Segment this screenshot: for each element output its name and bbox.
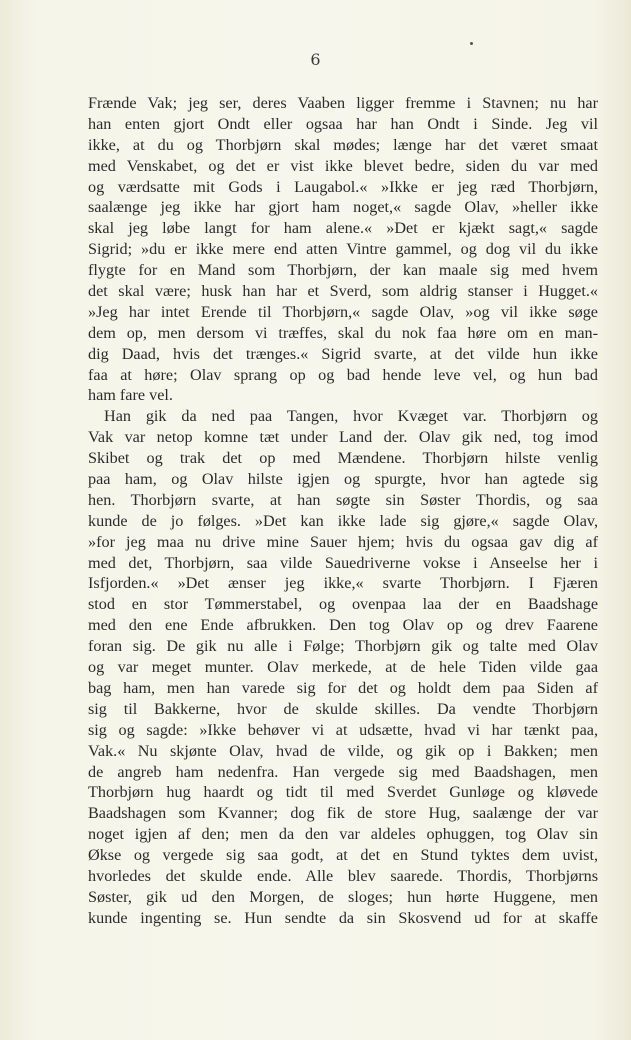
text-line: med det, Thorbjørn, saa vilde Sauedriverne vokse i Anseelse her i bbox=[88, 553, 598, 572]
text-line: Thorbjørn hug haardt og tidt til med Sverdet Gunløge og kløvede bbox=[88, 783, 598, 802]
text-line: kunde ingenting se. Hun sendte da sin Skosvend ud for at skaffe bbox=[88, 908, 598, 927]
body-text bbox=[88, 93, 598, 929]
text-line-paragraph-start: Han gik da ned paa Tangen, hvor Kvæget var. Thorbjørn og bbox=[104, 407, 598, 426]
text-line: hen. Thorbjørn svarte, at han søgte sin Søster Thordis, og saa bbox=[88, 490, 598, 509]
text-line: med Venskabet, og det er vist ikke blevet bedre, siden du var med bbox=[88, 156, 598, 175]
text-line: han enten gjort Ondt eller ogsaa har han Ondt i Sinde. Jeg vil bbox=[88, 114, 598, 133]
text-line: noget igjen af den; men da den var aldeles ophuggen, tog Olav sin bbox=[88, 825, 598, 844]
text-line: Frænde Vak; jeg ser, deres Vaaben ligger fremme i Stavnen; nu har bbox=[88, 94, 598, 112]
text-line: og var meget munter. Olav merkede, at de hele Tiden vilde gaa bbox=[88, 658, 598, 677]
text-line: Søster, gik ud den Morgen, de sloges; hun hørte Huggene, men bbox=[88, 887, 598, 906]
text-line: skal jeg løbe langt for ham alene.« »Det er kjækt sagt,« sagde bbox=[88, 219, 598, 238]
text-line: foran sig. De gik nu alle i Følge; Thorbjørn gik og talte med Olav bbox=[88, 637, 598, 656]
text-line: de angreb ham nedenfra. Han vergede sig med Baadshagen, men bbox=[88, 762, 598, 781]
text-line: Vak var netop komne tæt under Land der. Olav gik ned, tog imod bbox=[88, 428, 598, 447]
text-line: Vak.« Nu skjønte Olav, hvad de vilde, og gik op i Bakken; men bbox=[88, 741, 598, 760]
text-line: »for jeg maa nu drive mine Sauer hjem; hvis du ogsaa gav dig af bbox=[88, 532, 598, 551]
text-line: Økse og vergede sig saa godt, at det en Stund tyktes dem uvist, bbox=[88, 846, 598, 865]
text-line: det skal være; husk han har et Sverd, som aldrig stanser i Hugget.« bbox=[88, 282, 598, 301]
text-line: og værdsatte mit Gods i Laugabol.« »Ikke er jeg ræd Thorbjørn, bbox=[88, 177, 598, 196]
text-line: sig og sagde: »Ikke behøver vi at udsætte, hvad vi har tænkt paa, bbox=[88, 720, 598, 739]
page-number: 6 bbox=[310, 50, 321, 69]
text-line: dig Daad, hvis det trænges.« Sigrid svarte, at det vilde hun ikke bbox=[88, 344, 598, 363]
text-line: hvorledes det skulde ende. Alle blev saarede. Thordis, Thorbjørns bbox=[88, 866, 598, 885]
text-line: stod en stor Tømmerstabel, og ovenpaa laa der en Baadshage bbox=[88, 595, 598, 614]
text-line: flygte for en Mand som Thorbjørn, der kan maale sig med hvem bbox=[88, 261, 598, 280]
text-line: med den ene Ende afbrukken. Den tog Olav op og drev Faarene bbox=[88, 616, 598, 635]
text-line: Baadshagen som Kvanner; dog fik de store Hug, saalænge der var bbox=[88, 804, 598, 823]
text-line: Skibet og trak det op med Mændene. Thorbjørn hilste venlig bbox=[88, 449, 598, 468]
text-line: paa ham, og Olav hilste igjen og spurgte, hvor han agtede sig bbox=[88, 470, 598, 489]
text-line: saalænge jeg ikke har gjort ham noget,« sagde Olav, »heller ikke bbox=[88, 198, 598, 217]
text-line: Sigrid; »du er ikke mere end atten Vintre gammel, og dog vil du ikke bbox=[88, 240, 598, 259]
text-line: dem op, men dersom vi træffes, skal du nok faa høre om en man- bbox=[88, 323, 598, 342]
text-line-paragraph-end: ham fare vel. bbox=[88, 386, 173, 405]
text-line: ikke, at du og Thorbjørn skal mødes; længe har det været smaat bbox=[88, 135, 598, 154]
text-line: Isfjorden.« »Det ænser jeg ikke,« svarte Thorbjørn. I Fjæren bbox=[88, 574, 598, 593]
text-line: sig til Bakkerne, hvor de skulde skilles. Da vendte Thorbjørn bbox=[88, 699, 598, 718]
text-line: »Jeg har intet Erende til Thorbjørn,« sagde Olav, »og vil ikke søge bbox=[88, 302, 598, 321]
text-line: faa at høre; Olav sprang op og bad hende leve vel, og hun bad bbox=[88, 365, 598, 384]
text-line: bag ham, men han varede sig for det og holdt dem paa Siden af bbox=[88, 678, 598, 697]
text-line: kunde de jo følges. »Det kan ikke lade sig gjøre,« sagde Olav, bbox=[88, 511, 598, 530]
paper-speck bbox=[470, 42, 473, 45]
